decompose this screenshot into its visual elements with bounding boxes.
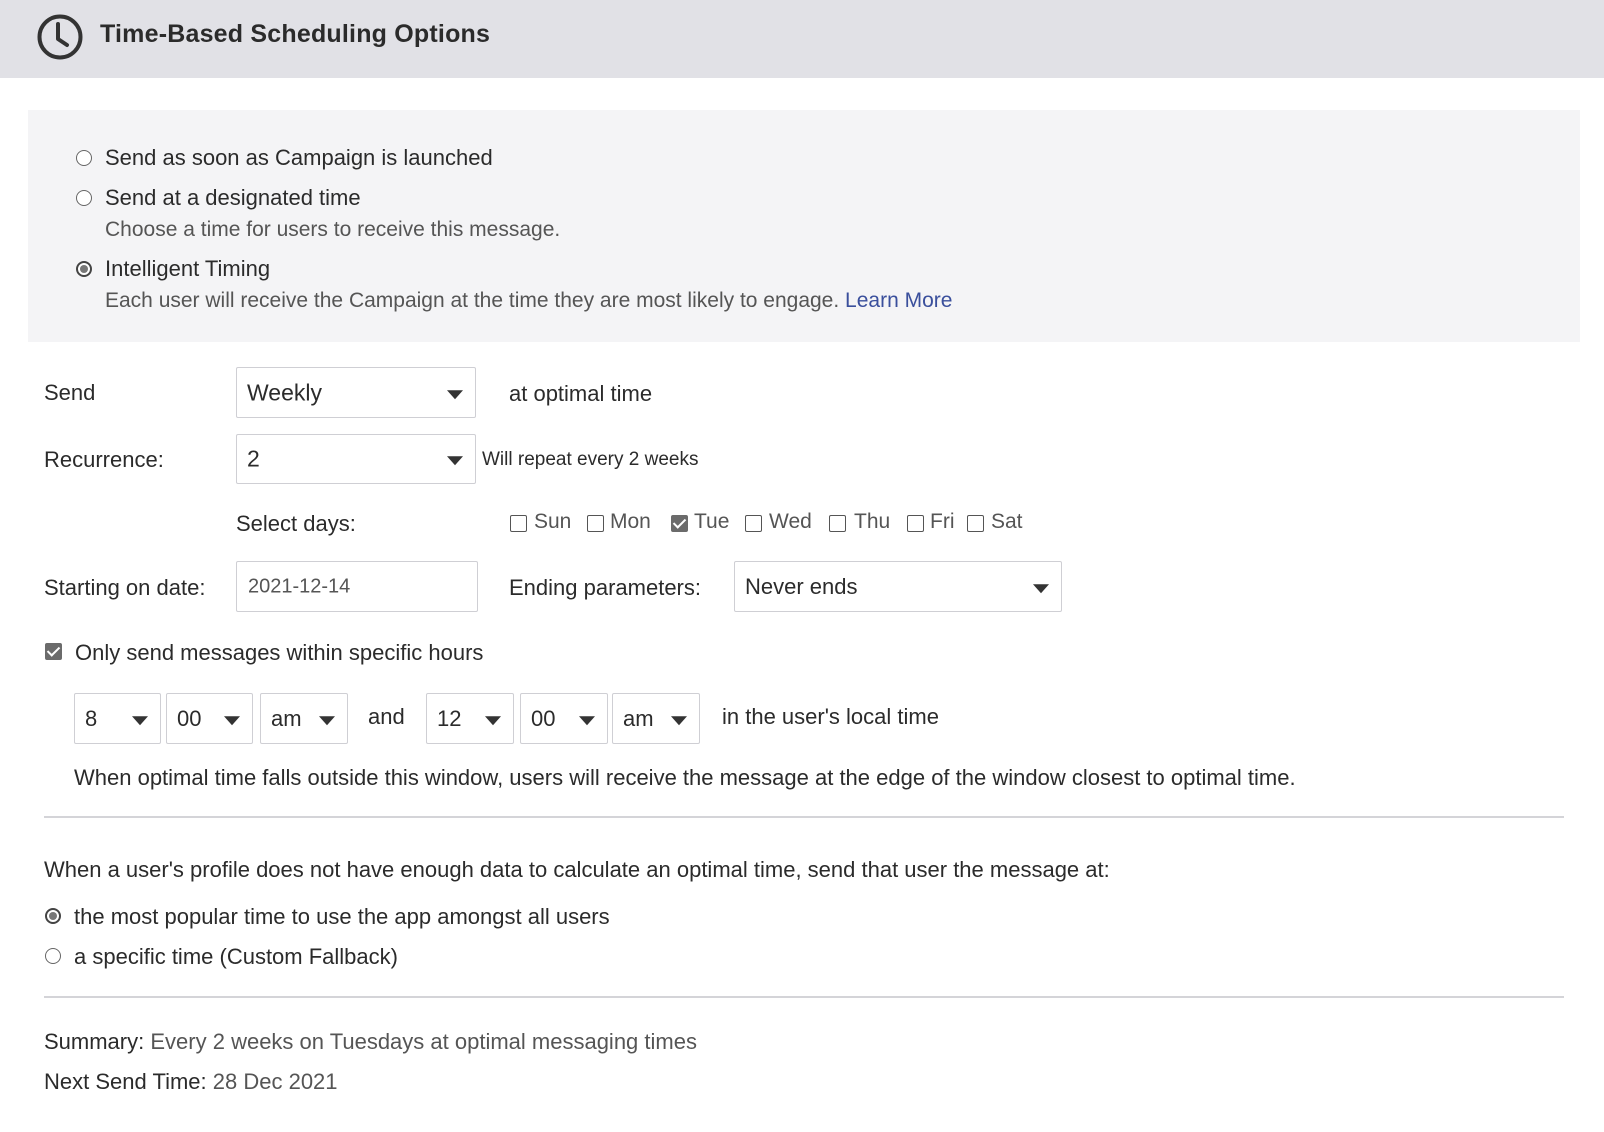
option-send-on-launch-label[interactable]: Send as soon as Campaign is launched [105,145,493,170]
frequency-value: Weekly [247,379,322,405]
local-time-suffix: in the user's local time [722,704,939,729]
section-header [0,0,1604,78]
start-date-value: 2021-12-14 [248,575,351,597]
select-days-label: Select days: [236,511,356,536]
optimal-time-suffix: at optimal time [509,381,653,406]
divider [44,816,1564,818]
and-label: and [368,704,405,729]
day-label-sun: Sun [534,510,572,533]
day-checkbox-sun[interactable] [510,515,527,532]
chevron-down-icon [1033,584,1049,593]
recurrence-select[interactable] [236,434,476,484]
ending-parameters-select[interactable] [734,561,1062,612]
chevron-down-icon [485,716,501,725]
next-send-label: Next Send Time: [44,1069,207,1094]
next-send-value: 28 Dec 2021 [212,1069,338,1094]
send-label: Send [44,380,96,405]
day-label-mon: Mon [610,510,651,533]
fallback-prompt: When a user's profile does not have enough data to calculate an optimal time, send that user the message at: [44,857,1110,882]
section-title: Time-Based Scheduling Options [100,20,491,48]
to-ampm-select[interactable] [612,693,700,744]
radio-designated-time[interactable] [76,190,92,206]
start-date-label: Starting on date: [44,575,206,600]
window-note: When optimal time falls outside this window, users will receive the message at the edge of the window closest to optimal time. [74,765,1296,790]
divider [44,996,1564,998]
to-hour-select[interactable] [426,693,514,744]
day-label-sat: Sat [991,510,1023,533]
day-checkbox-fri[interactable] [907,515,924,532]
to-minute-value: 00 [531,705,556,731]
chevron-down-icon [447,456,463,465]
day-label-wed: Wed [769,510,812,533]
frequency-select[interactable] [236,367,476,418]
recurrence-value: 2 [247,445,260,472]
chevron-down-icon [224,716,240,725]
from-ampm-select[interactable] [260,693,348,744]
day-label-thu: Thu [854,510,891,533]
day-checkbox-sat[interactable] [967,515,984,532]
day-checkbox-tue[interactable] [671,515,688,532]
option-intelligent-timing-description [105,289,952,313]
fallback-popular-time-label[interactable]: the most popular time to use the app amongst all users [74,904,610,929]
ending-parameters-label: Ending parameters: [509,575,701,600]
from-hour-value: 8 [85,705,98,731]
radio-intelligent-timing[interactable] [76,261,92,277]
option-designated-time-label[interactable]: Send at a designated time [105,185,361,210]
summary-value: Every 2 weeks on Tuesdays at optimal messaging times [150,1029,697,1054]
day-label-fri: Fri [930,510,955,533]
day-checkbox-thu[interactable] [829,515,846,532]
ending-parameters-value: Never ends [745,573,858,599]
from-minute-select[interactable] [166,693,253,744]
to-ampm-value: am [623,705,654,731]
next-send-line [44,1069,338,1095]
learn-more-link[interactable]: Learn More [845,289,953,312]
intelligent-timing-description-text: Each user will receive the Campaign at the time they are most likely to engage. [105,289,840,312]
day-checkbox-wed[interactable] [745,515,762,532]
chevron-down-icon [132,716,148,725]
summary-label: Summary: [44,1029,145,1054]
radio-send-on-launch[interactable] [76,150,92,166]
option-intelligent-timing-label[interactable]: Intelligent Timing [105,256,271,281]
chevron-down-icon [671,716,687,725]
from-minute-value: 00 [177,705,202,731]
radio-popular-time[interactable] [45,908,61,924]
specific-hours-label[interactable]: Only send messages within specific hours [75,640,484,665]
to-minute-select[interactable] [520,693,608,744]
recurrence-label: Recurrence: [44,447,164,472]
radio-custom-fallback[interactable] [45,948,61,964]
fallback-custom-label[interactable]: a specific time (Custom Fallback) [74,944,398,969]
chevron-down-icon [579,716,595,725]
from-ampm-value: am [271,705,302,731]
chevron-down-icon [447,390,463,399]
day-checkbox-mon[interactable] [587,515,604,532]
option-designated-time-description: Choose a time for users to receive this message. [105,218,561,241]
specific-hours-checkbox[interactable] [45,643,62,660]
clock-icon [36,13,84,61]
day-label-tue: Tue [694,510,730,533]
to-hour-value: 12 [437,705,462,731]
start-date-input[interactable] [236,561,478,612]
summary-line [44,1029,697,1055]
from-hour-select[interactable] [74,693,161,744]
chevron-down-icon [319,716,335,725]
recurrence-note: Will repeat every 2 weeks [482,449,699,470]
